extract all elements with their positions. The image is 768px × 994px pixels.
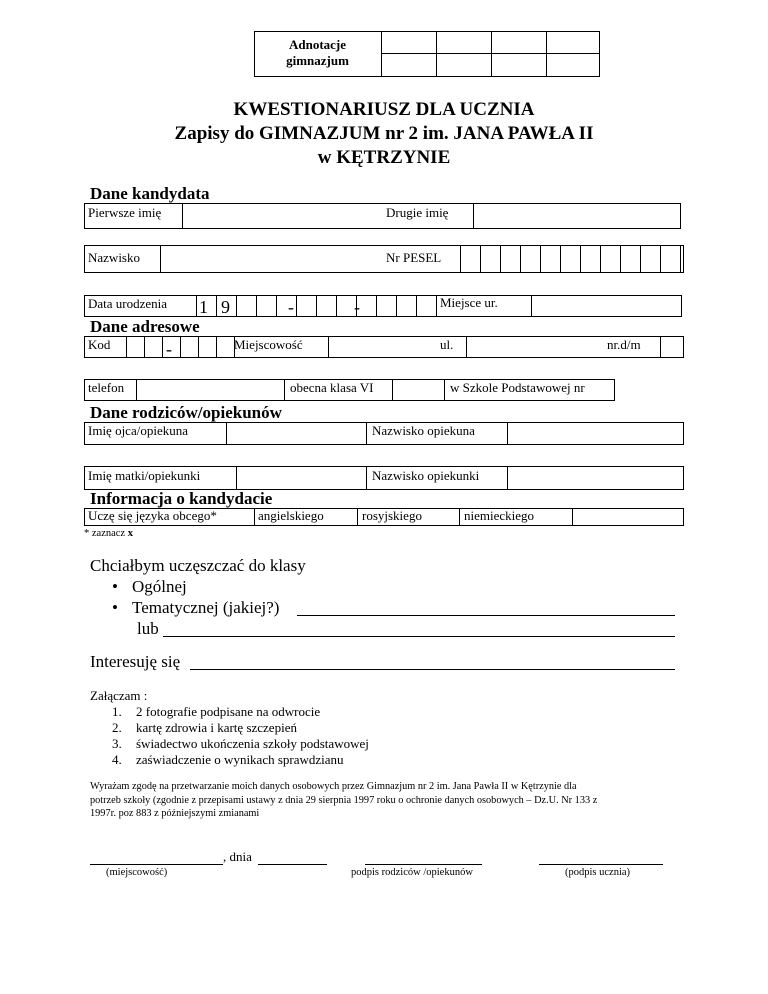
section-info: Informacja o kandydacie <box>90 489 273 508</box>
birthplace-label: Miejsce ur. <box>440 295 498 310</box>
language-russian[interactable]: rosyjskiego <box>362 508 422 523</box>
page-title: KWESTIONARIUSZ DLA UCZNIA Zapisy do GIMNAZJUM nr 2 im. JANA PAWŁA II w KĘTRZYNIE <box>174 99 594 168</box>
cell-divider <box>216 336 217 358</box>
house-number-label: nr.d/m <box>607 337 641 352</box>
cell-divider <box>316 295 317 317</box>
class-choice-heading: Chciałbym uczęszczać do klasy <box>90 556 306 575</box>
class-label: obecna klasa VI <box>290 380 374 395</box>
cell-divider <box>660 245 661 273</box>
street-label: ul. <box>440 337 454 352</box>
cell-divider <box>256 295 257 317</box>
list-item: 1. 2 fotografie podpisane na odwrocie <box>112 704 321 719</box>
cell-divider <box>540 245 541 273</box>
pesel-label: Nr PESEL <box>386 250 442 265</box>
list-item: 4. zaświadczenie o wynikach sprawdzianu <box>112 752 344 767</box>
cell-divider <box>600 245 601 273</box>
father-label: Imię ojca/opiekuna <box>88 423 188 438</box>
cell-divider <box>236 295 237 317</box>
date-line[interactable] <box>258 864 327 865</box>
cell-divider <box>500 245 501 273</box>
birthdate-label: Data urodzenia <box>88 296 168 311</box>
second-name-label: Drugie imię <box>386 205 449 220</box>
cell-divider <box>480 245 481 273</box>
language-label: Uczę się języka obcego* <box>88 508 217 523</box>
cell-divider <box>620 245 621 273</box>
father-surname-label: Nazwisko opiekuna <box>372 423 475 438</box>
cell-divider <box>276 295 277 317</box>
cell-divider <box>180 336 181 358</box>
place-line[interactable] <box>90 864 223 865</box>
option-thematic[interactable]: • Tematycznej (jakiej?) <box>112 598 280 617</box>
cell-divider <box>126 336 127 358</box>
bullet-icon: • <box>112 577 118 596</box>
postal-code-label: Kod <box>88 337 111 352</box>
cell-divider <box>396 295 397 317</box>
birth-dash-2: - <box>354 297 360 317</box>
place-caption: (miejscowość) <box>106 867 168 878</box>
attachments-heading: Załączam : <box>90 688 148 703</box>
cell-divider <box>162 336 163 358</box>
section-address: Dane adresowe <box>90 317 200 336</box>
interests-line[interactable] <box>190 669 675 670</box>
first-name-label: Pierwsze imię <box>88 205 162 220</box>
school-label: w Szkole Podstawowej nr <box>450 380 585 395</box>
list-item: 2. kartę zdrowia i kartę szczepień <box>112 720 297 735</box>
mother-surname-label: Nazwisko opiekunki <box>372 468 480 483</box>
mother-name-field[interactable] <box>236 466 366 490</box>
or-line[interactable] <box>163 636 675 637</box>
or-label: lub <box>137 619 159 638</box>
cell-divider <box>336 295 337 317</box>
thematic-line[interactable] <box>297 615 675 616</box>
language-german[interactable]: niemieckiego <box>464 508 535 523</box>
cell-divider <box>196 295 197 317</box>
class-field[interactable] <box>392 379 444 401</box>
parents-caption: podpis rodziców /opiekunów <box>351 867 473 878</box>
annotations-label: Adnotacje gimnazjum <box>286 37 349 68</box>
cell-divider <box>436 295 437 317</box>
date-label: , dnia <box>223 849 252 864</box>
cell-divider <box>416 295 417 317</box>
section-parents: Dane rodziców/opiekunów <box>90 403 282 422</box>
house-number-field[interactable] <box>660 336 684 358</box>
interests-label: Interesuję się <box>90 652 181 671</box>
surname-field[interactable] <box>160 245 378 273</box>
mother-label: Imię matki/opiekunki <box>88 468 201 483</box>
phone-label: telefon <box>88 380 125 395</box>
option-general[interactable]: • Ogólnej <box>112 577 187 596</box>
student-signature-line[interactable] <box>539 864 663 865</box>
cell-divider <box>680 245 681 273</box>
city-field[interactable] <box>328 336 433 358</box>
phone-field[interactable] <box>136 379 284 401</box>
cell-divider <box>198 336 199 358</box>
postal-code-dash: - <box>166 339 172 359</box>
cell-divider <box>296 295 297 317</box>
cell-divider <box>580 245 581 273</box>
cell-divider <box>460 245 461 273</box>
language-footnote: * zaznacz x <box>84 528 133 539</box>
birth-digit-2: 9 <box>221 297 230 317</box>
list-item: 3. świadectwo ukończenia szkoły podstawowej <box>112 736 369 751</box>
first-name-field[interactable] <box>182 203 377 229</box>
parents-signature-line[interactable] <box>365 864 482 865</box>
bullet-icon: • <box>112 598 118 617</box>
second-name-field[interactable] <box>473 203 681 229</box>
father-surname-field[interactable] <box>507 422 684 445</box>
cell-divider <box>144 336 145 358</box>
cell-divider <box>216 295 217 317</box>
section-candidate: Dane kandydata <box>90 184 210 203</box>
street-field[interactable] <box>466 336 598 358</box>
birth-dash-1: - <box>288 297 294 317</box>
cell-divider <box>520 245 521 273</box>
city-label: Miejscowość <box>234 337 303 352</box>
cell-divider <box>560 245 561 273</box>
father-name-field[interactable] <box>226 422 366 445</box>
cell-divider <box>376 295 377 317</box>
cell-divider <box>640 245 641 273</box>
surname-label: Nazwisko <box>88 250 140 265</box>
consent-text: Wyrażam zgodę na przetwarzanie moich danych osobowych przez Gimnazjum nr 2 im. Jana Pawła II w Kętrzynie dla potrzeb szkoły (zgodnie z przepisami ustawy z dnia 29 sierpnia 1997 roku o ochronie danych osobowych – Dz.U. Nr 133 z 1997r. poz 883 z późniejszymi zmianami <box>90 781 598 819</box>
attachments-list <box>112 704 369 768</box>
birthplace-field[interactable] <box>531 295 682 317</box>
student-caption: (podpis ucznia) <box>565 867 631 878</box>
language-english[interactable]: angielskiego <box>258 508 324 523</box>
birth-digit-1: 1 <box>199 297 208 317</box>
mother-surname-field[interactable] <box>507 466 684 490</box>
